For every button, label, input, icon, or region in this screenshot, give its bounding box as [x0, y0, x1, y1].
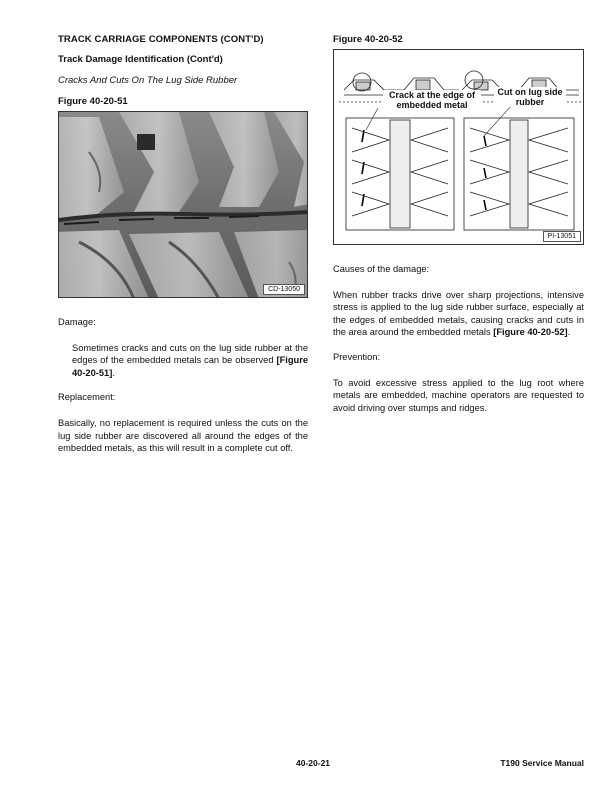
section-title: TRACK CARRIAGE COMPONENTS (CONT'D) — [58, 34, 264, 45]
prevention-paragraph: To avoid excessive stress applied to the lug root where metals are embedded, machine operators are requested to avoid driving over stumps and ridges. — [333, 377, 584, 413]
topic-heading: Cracks And Cuts On The Lug Side Rubber — [58, 75, 238, 86]
right-column — [333, 34, 584, 414]
left-column — [58, 34, 308, 455]
track-diagram — [333, 49, 584, 245]
figure-52-label: Figure 40-20-52 — [333, 34, 403, 45]
track-photo — [58, 111, 308, 298]
replacement-heading: Replacement: — [58, 392, 116, 403]
page-number: 40-20-21 — [296, 758, 331, 768]
callout-crack: Crack at the edge of embedded metal — [383, 90, 481, 110]
replacement-paragraph: Basically, no replacement is required unless the cuts on the lug side rubber are discovered all around the edges of the embedded metals, as this will result in a complete cut off. — [58, 417, 308, 454]
callout-cut: Cut on lug side rubber — [494, 87, 566, 107]
track-diagram-drawing — [334, 50, 584, 245]
damage-heading: Damage: — [58, 317, 96, 327]
figure-51-code: CD-13050 — [263, 284, 305, 295]
prevention-heading: Prevention: — [333, 351, 381, 362]
track-photo-image — [59, 112, 308, 298]
causes-paragraph: When rubber tracks drive over sharp projections, intensive stress is applied to the lug side rubber surface, especially at the edges of embedded metals, causing cracks and cuts in the area around the embedded metals [Figure 40-20-52]. — [333, 289, 584, 338]
causes-text: When rubber tracks drive over sharp projections, intensive stress is applied to the lug side rubber surface, especially at the edges of embedded metals, causing cracks and cuts in the area around the embedded metals — [333, 289, 584, 338]
figure-52-reference[interactable]: [Figure 40-20-52] — [493, 327, 568, 338]
causes-heading: Causes of the damage: — [333, 264, 430, 274]
figure-51-reference[interactable]: [Figure 40-20-51] — [72, 355, 308, 378]
damage-text: Sometimes cracks and cuts on the lug side rubber at the edges of the embedded metals can be observed — [72, 342, 308, 366]
subsection-title: Track Damage Identification (Cont'd) — [58, 54, 223, 65]
damage-paragraph: Sometimes cracks and cuts on the lug side rubber at the edges of the embedded metals can be observed [Figure 40-20-51]. — [72, 342, 308, 378]
figure-51-label: Figure 40-20-51 — [58, 96, 128, 107]
figure-52-code: PI-13051 — [543, 231, 581, 242]
manual-title: T190 Service Manual — [500, 758, 584, 768]
